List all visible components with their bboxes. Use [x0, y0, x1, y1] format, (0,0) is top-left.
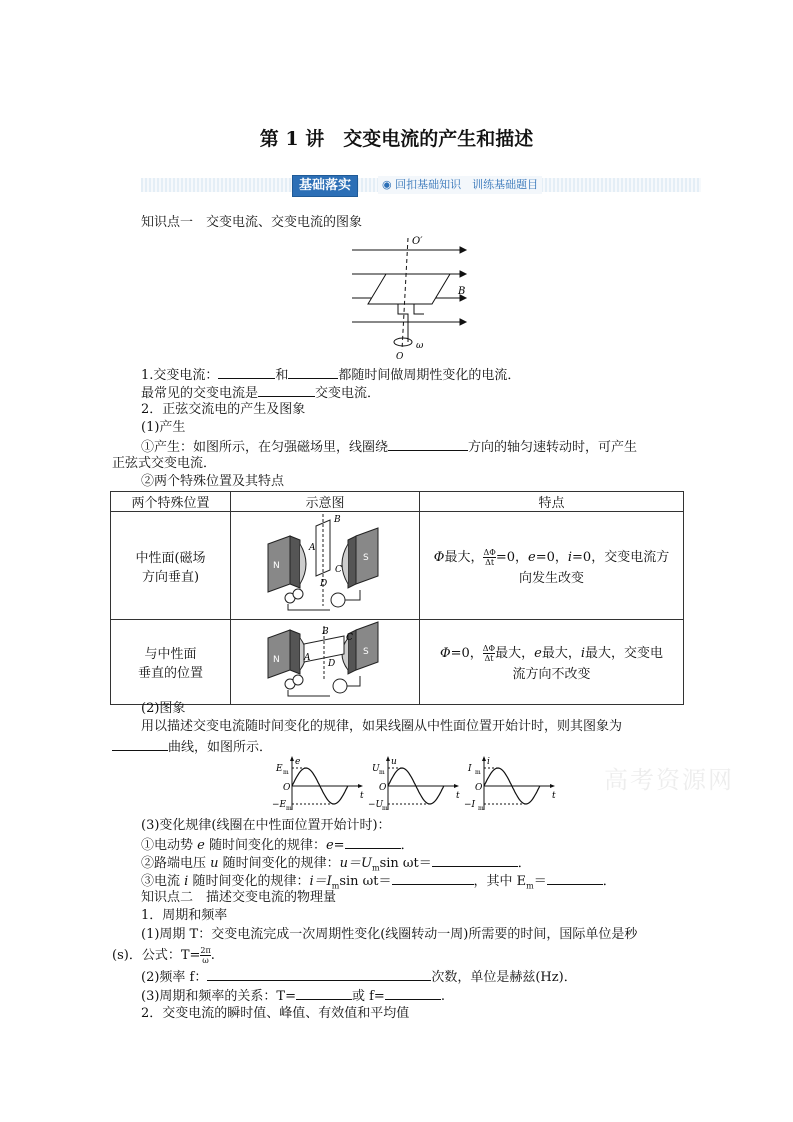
row1-name-line2: 方向垂直) — [141, 569, 200, 585]
s2-p1a-suffix: 方向的轴匀速转动时，可产生 — [468, 440, 638, 455]
perpendicular-plane-diagram — [260, 620, 390, 700]
y-axis-arrow — [386, 756, 390, 761]
fill-blank[interactable] — [218, 365, 275, 379]
galvanometer — [333, 679, 347, 693]
text: ． — [517, 856, 531, 871]
text: ． — [602, 874, 616, 889]
phi-symbol: Φ — [433, 549, 445, 565]
formula: i＝I — [309, 874, 332, 889]
table-header: 特点 — [420, 492, 684, 512]
sub: m — [372, 863, 380, 873]
text: (2)频率 f： — [141, 970, 208, 985]
t-axis-label: t — [552, 791, 556, 801]
table-row — [111, 512, 684, 620]
kp2-p1: (1)周期 T：交变电流完成一次周期性变化(线圈转动一周)所需要的时间，国际单位是秒 — [141, 927, 638, 942]
i-symbol: i — [580, 646, 586, 661]
s3-a — [141, 835, 414, 855]
max-sub: m — [283, 769, 289, 776]
sine-graph — [368, 756, 460, 812]
text: 随时间变化的规律： — [188, 874, 310, 889]
min-sub: m — [382, 805, 388, 812]
watermark: 高考资源网 — [604, 766, 734, 794]
sine-graphs — [270, 756, 560, 814]
galvanometer — [331, 593, 345, 607]
max-sub: m — [475, 769, 481, 776]
text: (s)．公式：T= — [112, 948, 201, 963]
min-sub: m — [478, 805, 484, 812]
coil-field-figure — [340, 232, 480, 362]
text: 随时间变化的规律： — [204, 838, 326, 853]
text: 随时间变化的规律： — [218, 856, 340, 871]
var: u — [210, 856, 219, 871]
s1-line1 — [141, 365, 520, 385]
text: 或 f= — [351, 989, 385, 1004]
text: . — [440, 989, 445, 1004]
frac-den: Δt — [485, 557, 495, 567]
fill-blank[interactable] — [258, 383, 315, 397]
kp2-p3 — [141, 986, 445, 1006]
frac-num: ΔΦ — [483, 547, 496, 557]
text: 次数，单位是赫兹(Hz)． — [431, 970, 577, 985]
s2-p1a-prefix: ①产生：如图所示，在匀强磁场里，线圈绕 — [141, 440, 389, 455]
s2-p1b: ②两个特殊位置及其特点 — [141, 474, 285, 489]
formula: e= — [325, 838, 345, 853]
max-label: U — [372, 764, 380, 774]
x-axis-arrow — [454, 784, 459, 788]
s2-p1: (1)产生 — [141, 420, 186, 435]
text: ②路端电压 — [141, 856, 211, 871]
frac-den: ω — [202, 956, 209, 965]
formula: u＝U — [339, 856, 372, 871]
text: =0， — [450, 646, 483, 661]
origin-label: O — [475, 783, 483, 793]
s1-common-prefix: 最常见的交变电流是 — [141, 386, 259, 401]
kp2-p1b — [112, 946, 215, 965]
label-o-prime: O′ — [412, 236, 423, 247]
y-axis-label: e — [295, 757, 301, 767]
delta-fraction — [483, 548, 495, 567]
kp2-p2 — [141, 967, 577, 987]
coil — [316, 520, 330, 576]
origin-label: O — [379, 783, 387, 793]
row2-feature-line2: 流方向不改变 — [512, 667, 591, 682]
text: ③电流 — [141, 874, 185, 889]
label-b: B — [458, 286, 466, 297]
min-label: −I — [464, 800, 476, 810]
s2b-p2b-suffix: 曲线，如图所示． — [168, 740, 273, 755]
frac-num: ΔΦ — [482, 644, 496, 653]
table-cell-position — [111, 512, 231, 620]
diag-label: A — [309, 542, 316, 553]
table-cell-features — [420, 512, 684, 620]
phi-symbol: Φ — [439, 646, 451, 661]
fill-blank[interactable] — [547, 871, 603, 885]
fill-blank[interactable] — [392, 871, 474, 885]
sine-graph — [464, 756, 556, 812]
max-sub: m — [379, 769, 385, 776]
table-row — [111, 620, 684, 705]
label-omega: ω — [416, 341, 424, 351]
fill-blank[interactable] — [385, 986, 441, 1000]
fill-blank[interactable] — [207, 967, 431, 981]
table-cell-diagram — [231, 512, 420, 620]
diag-label: D — [320, 578, 328, 589]
row1-feature-line2: 向发生改变 — [518, 570, 584, 586]
s1-suffix: 都随时间做周期性变化的电流． — [338, 368, 521, 383]
coil-loop — [368, 274, 450, 304]
text: ①电动势 — [141, 838, 198, 853]
diag-label: A — [304, 653, 311, 663]
s1-prefix: 1.交变电流： — [141, 368, 219, 383]
row1-feature-line1 — [420, 546, 683, 567]
table-header-row — [111, 492, 684, 512]
sub: m — [331, 881, 340, 891]
fill-blank[interactable] — [288, 365, 338, 379]
y-axis-label: i — [487, 757, 490, 767]
knowledge-point-1-heading: 知识点一 交变电流、交变电流的图象 — [141, 215, 363, 230]
row2-name-line1: 与中性面 — [144, 647, 197, 662]
max-label: I — [468, 764, 472, 774]
e-symbol: e — [527, 549, 536, 565]
diag-label: S — [363, 647, 369, 657]
origin-label: O — [283, 783, 291, 793]
formula: sin ωt＝ — [379, 856, 432, 871]
s2b-p2a: 用以描述交变电流随时间变化的规律，如果线圈从中性面位置开始计时，则其图象为 — [141, 719, 623, 734]
row2-name-line2: 垂直的位置 — [137, 666, 203, 681]
s2-p1a — [141, 437, 637, 457]
min-label: −U — [368, 800, 384, 810]
text: . — [210, 948, 215, 963]
banner-badge: 基础落实 — [292, 175, 358, 197]
s1-common-suffix: 交变电流． — [315, 386, 381, 401]
period-fraction — [200, 946, 210, 965]
text: 最大， — [444, 549, 484, 565]
s2b-p2b — [112, 737, 272, 757]
diag-label: B — [334, 514, 341, 525]
banner-subtitle: ◉ 回扣基础知识 训练基础题目 — [378, 176, 542, 194]
e-symbol: e — [534, 646, 542, 661]
text: 最大，交变电 — [585, 646, 664, 661]
fill-blank[interactable] — [345, 835, 401, 849]
s2b-p2: (2)图象 — [141, 701, 186, 716]
text: ． — [400, 838, 414, 853]
diag-label: S — [363, 552, 369, 563]
min-sub: m — [286, 805, 292, 812]
special-positions-table — [110, 491, 684, 705]
table-cell-features — [420, 620, 684, 705]
y-axis-label: u — [391, 757, 397, 767]
fill-blank[interactable] — [432, 853, 518, 867]
sine-graph — [272, 756, 364, 812]
y-axis-arrow — [482, 756, 486, 761]
diag-label: N — [273, 655, 280, 665]
x-axis-arrow — [358, 784, 363, 788]
magnet-s — [356, 622, 378, 670]
frac-num: 2π — [200, 946, 211, 955]
diag-label: D — [328, 659, 336, 669]
text: 最大， — [541, 646, 581, 661]
diag-label: B — [322, 627, 329, 637]
section-banner — [141, 170, 701, 200]
s1-and: 和 — [275, 368, 289, 383]
diag-label: N — [273, 560, 280, 571]
text: =0， — [535, 549, 568, 565]
fill-blank[interactable] — [296, 986, 352, 1000]
t-axis-label: t — [360, 791, 364, 801]
x-axis-arrow — [550, 784, 555, 788]
max-label: E — [276, 764, 283, 774]
diag-label: C — [335, 564, 342, 575]
kp2-h2: 2．交变电流的瞬时值、峰值、有效值和平均值 — [141, 1006, 410, 1021]
kp2-h1: 1．周期和频率 — [141, 908, 228, 923]
magnet-n — [268, 630, 290, 678]
s2-p1a-cont: 正弦式交变电流． — [112, 456, 217, 471]
diag-label: C — [346, 633, 353, 643]
frac-den: Δt — [484, 654, 494, 663]
table-header: 示意图 — [231, 492, 420, 512]
s2-heading: 2．正弦交流电的产生及图象 — [141, 402, 306, 417]
formula: sin ωt＝ — [339, 874, 392, 889]
neutral-plane-diagram — [260, 514, 390, 614]
y-axis-arrow — [290, 756, 294, 761]
s3-p3: (3)变化规律(线圈在中性面位置开始计时)： — [141, 818, 391, 833]
row2-feature-line1 — [420, 642, 683, 663]
table-header: 两个特殊位置 — [111, 492, 231, 512]
sub: m — [526, 881, 534, 891]
var: e — [197, 838, 205, 853]
text: 最大， — [495, 646, 535, 661]
delta-fraction — [483, 644, 495, 663]
page-title: 第 1 讲 交变电流的产生和描述 — [259, 128, 534, 150]
s1-line2 — [141, 383, 380, 403]
row1-name-line1: 中性面(磁场 — [135, 550, 206, 566]
text: (3)周期和频率的关系：T= — [141, 989, 296, 1004]
i-symbol: i — [567, 549, 573, 565]
text: ，其中 E — [473, 874, 527, 889]
min-label: −E — [272, 800, 287, 810]
text: ＝ — [533, 874, 547, 889]
knowledge-point-2-heading: 知识点二 描述交变电流的物理量 — [141, 890, 337, 905]
fill-blank[interactable] — [112, 737, 168, 751]
table-cell-diagram — [231, 620, 420, 705]
t-axis-label: t — [456, 791, 460, 801]
text: =0，交变电流方 — [572, 549, 670, 565]
label-o: O — [396, 352, 404, 362]
var: i — [184, 874, 189, 889]
fill-blank[interactable] — [388, 437, 468, 451]
table-cell-position — [111, 620, 231, 705]
text: =0， — [495, 549, 528, 565]
